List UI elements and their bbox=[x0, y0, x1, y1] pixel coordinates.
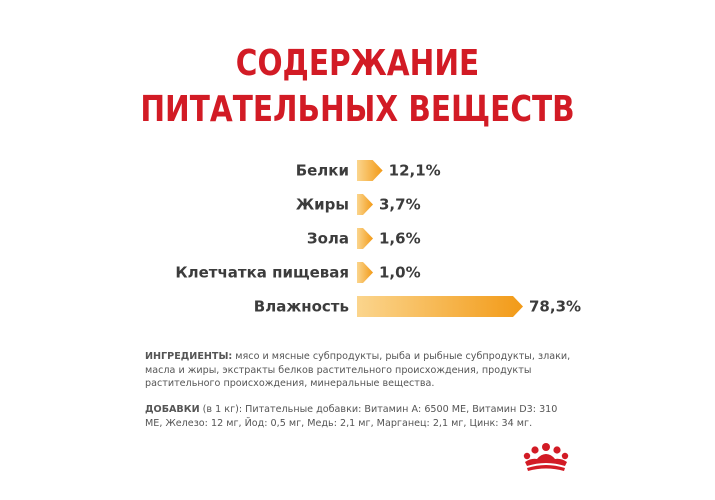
bar bbox=[357, 194, 373, 215]
page-title-line-2: ПИТАТЕЛЬНЫХ ВЕЩЕСТВ bbox=[140, 89, 575, 130]
royal-canin-crown-icon bbox=[521, 440, 571, 472]
ingredients-body: мясо и мясные субпродукты, рыба и рыбные субпродукты, злаки, масла и жиры, экстракты белков растительного происхождения, продукты растительного происхождения, минеральные вещества. bbox=[145, 351, 571, 389]
value-label: 78,3% bbox=[529, 297, 582, 316]
bar bbox=[357, 160, 383, 181]
value-label: 3,7% bbox=[379, 195, 421, 214]
additives-text bbox=[145, 403, 575, 430]
ingredients-text bbox=[145, 350, 575, 391]
bar bbox=[357, 262, 373, 283]
bar bbox=[357, 228, 373, 249]
category-label: Клетчатка пищевая bbox=[175, 263, 349, 282]
page-title-line-1: СОДЕРЖАНИЕ bbox=[235, 43, 480, 84]
additives-body: (в 1 кг): Питательные добавки: Витамин А: 6500 МЕ, Витамин D3: 310 МЕ, Железо: 12 мг, Йод: 0,5 мг, Медь: 2,1 мг, Марганец: 2,1 мг, Цинк: 34 мг. bbox=[145, 404, 558, 429]
category-label: Белки bbox=[295, 161, 349, 180]
category-label: Жиры bbox=[295, 195, 349, 214]
nutrient-bar-chart bbox=[0, 150, 715, 330]
category-label: Влажность bbox=[253, 297, 349, 316]
value-label: 12,1% bbox=[388, 161, 441, 180]
bar bbox=[357, 296, 523, 317]
additives-label: ДОБАВКИ bbox=[145, 404, 200, 415]
value-label: 1,0% bbox=[379, 263, 421, 282]
category-label: Зола bbox=[306, 229, 349, 248]
ingredients-label: ИНГРЕДИЕНТЫ: bbox=[145, 351, 233, 362]
value-label: 1,6% bbox=[379, 229, 421, 248]
